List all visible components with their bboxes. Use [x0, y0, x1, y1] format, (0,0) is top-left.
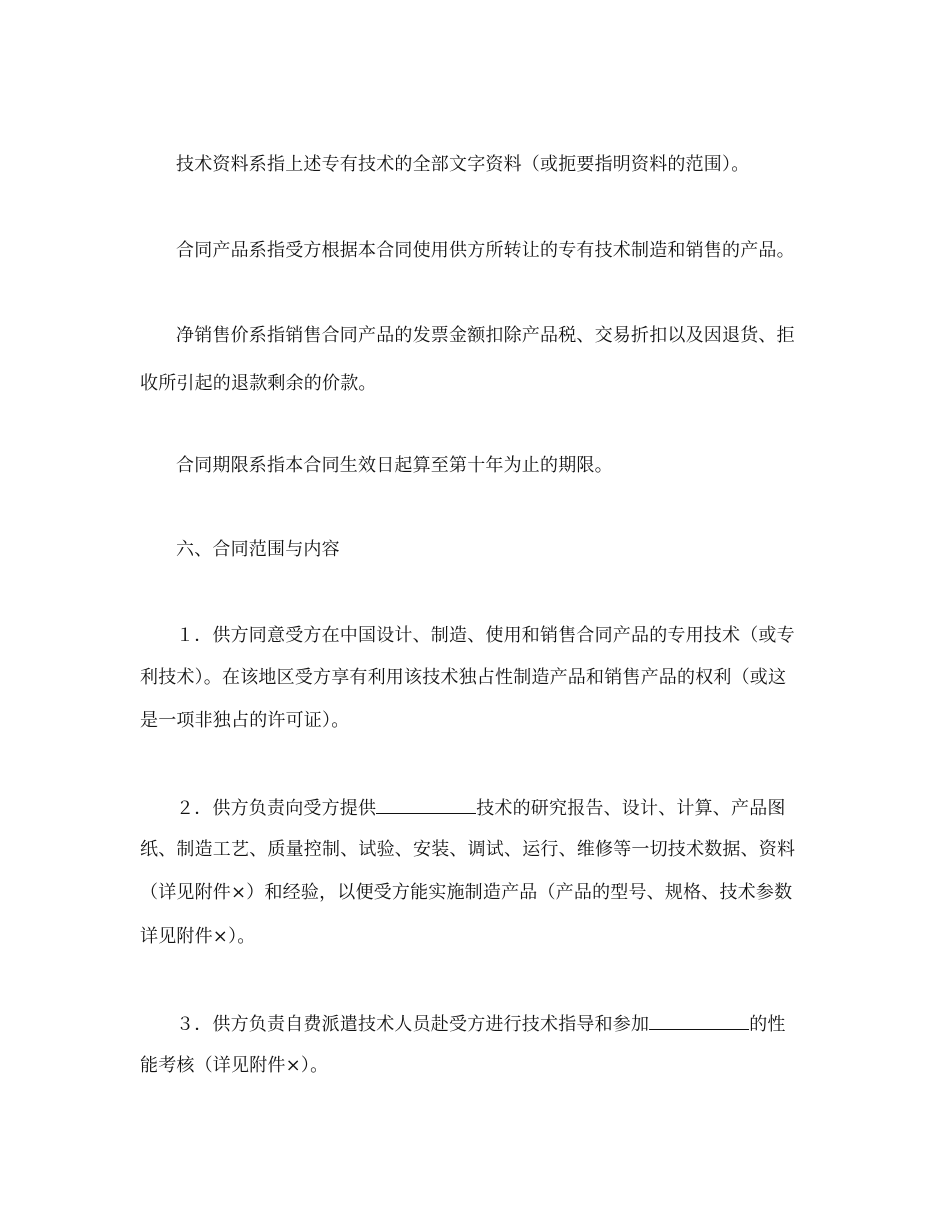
- paragraph-technical-materials: 技术资料系指上述专有技术的全部文字资料（或扼要指明资料的范围）。: [176, 154, 750, 175]
- paragraph-net-sales-price-line2: 收所引起的退款剩余的价款。: [140, 373, 377, 394]
- item3-fill-blank: [649, 1013, 749, 1030]
- paragraph-net-sales-price-line1: 净销售价系指销售合同产品的发票金额扣除产品税、交易折扣以及因退货、拒: [176, 325, 795, 346]
- item1-line3: 是一项非独占的许可证）。: [140, 710, 350, 731]
- item2-line1-before-blank: ２．供方负责向受方提供: [176, 798, 377, 819]
- section-title-scope-content: 六、合同范围与内容: [176, 539, 340, 560]
- item3-line1-after-blank: 的性: [749, 1014, 786, 1035]
- item3-line1: [176, 1013, 856, 1036]
- item2-line1-after-blank: 技术的研究报告、设计、计算、产品图: [476, 798, 786, 819]
- item3-line2: 能考核（详见附件×）。: [140, 1055, 329, 1076]
- item1-line1: １．供方同意受方在中国设计、制造、使用和销售合同产品的专用技术（或专: [176, 625, 795, 646]
- item2-fill-blank: [376, 797, 476, 814]
- paragraph-contract-term: 合同期限系指本合同生效日起算至第十年为止的期限。: [176, 455, 613, 476]
- item2-line3: （详见附件×）和经验，以便受方能实施制造产品（产品的型号、规格、技术参数: [140, 882, 793, 903]
- item3-line1-before-blank: ３．供方负责自费派遣技术人员赴受方进行技术指导和参加: [176, 1014, 650, 1035]
- item1-line2: 利技术）。在该地区受方享有利用该技术独占性制造产品和销售产品的权利（或这: [140, 667, 787, 688]
- item2-line1: [176, 797, 856, 820]
- paragraph-contract-products: 合同产品系指受方根据本合同使用供方所转让的专有技术制造和销售的产品。: [176, 240, 795, 261]
- item2-line4: 详见附件×）。: [140, 926, 256, 947]
- item2-line2: 纸、制造工艺、质量控制、试验、安装、调试、运行、维修等一切技术数据、资料: [140, 839, 796, 860]
